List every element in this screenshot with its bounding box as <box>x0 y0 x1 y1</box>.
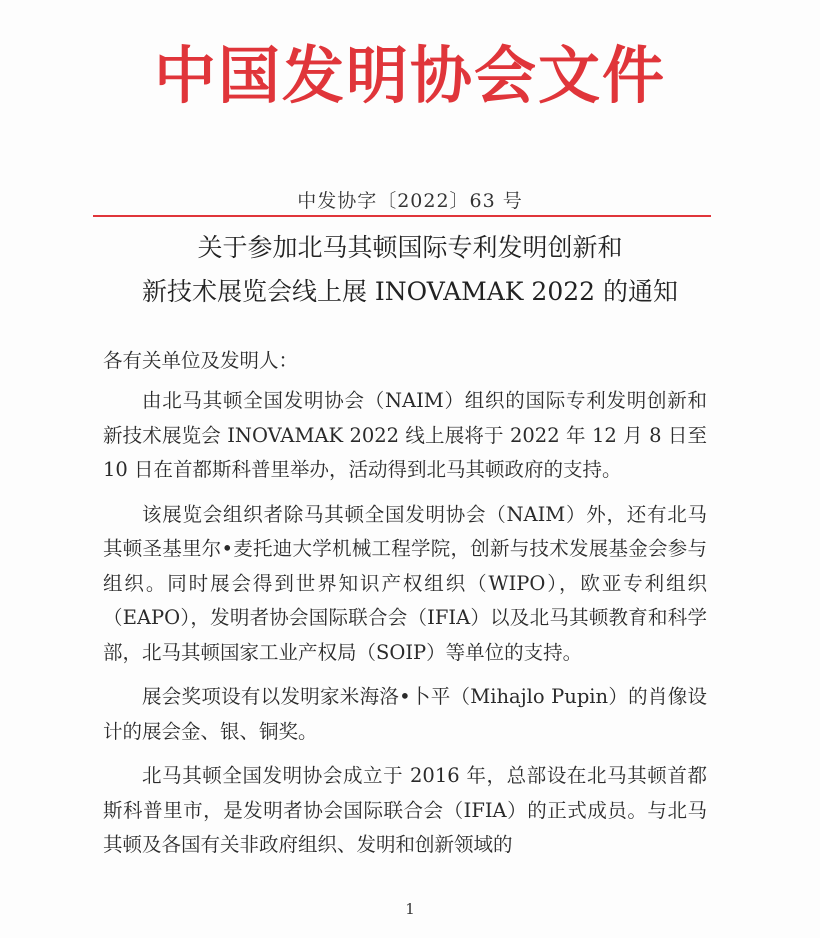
document-number: 中发协字〔2022〕63 号 <box>297 190 523 212</box>
page-number: 1 <box>405 900 415 918</box>
red-divider-line <box>93 215 711 217</box>
notice-title <box>0 226 820 314</box>
paragraph-event-intro: 由北马其顿全国发明协会（NAIM）组织的国际专利发明创新和新技术展览会 INOVAMAK 2022 线上展将于 2022 年 12 月 8 日至 10 日在首都斯科普里举办，活动得到北马其顿政府的支持。 <box>103 389 707 481</box>
document-body <box>103 344 707 873</box>
paragraph-organizers: 该展览会组织者除马其顿全国发明协会（NAIM）外，还有北马其顿圣基里尔•麦托迪大学机械工程学院，创新与技术发展基金会参与组织。同时展会得到世界知识产权组织（WIPO），欧亚专利组织（EAPO），发明者协会国际联合会（IFIA）以及北马其顿教育和科学部，北马其顿国家工业产权局（SOIP）等单位的支持。 <box>103 502 707 664</box>
paragraph-awards: 展会奖项设有以发明家米海洛•卜平（Mihajlo Pupin）的肖像设计的展会金、银、铜奖。 <box>103 685 707 743</box>
notice-title-line-2: 新技术展览会线上展 INOVAMAK 2022 的通知 <box>141 277 678 306</box>
issuer-header-title: 中国发明协会文件 <box>153 39 666 112</box>
notice-title-line-1: 关于参加北马其顿国际专利发明创新和 <box>197 233 623 262</box>
paragraph-association: 北马其顿全国发明协会成立于 2016 年，总部设在北马其顿首都斯科普里市，是发明者协会国际联合会（IFIA）的正式成员。与北马其顿及各国有关非政府组织、发明和创新领域的 <box>103 764 707 856</box>
salutation: 各有关单位及发明人： <box>103 349 299 372</box>
